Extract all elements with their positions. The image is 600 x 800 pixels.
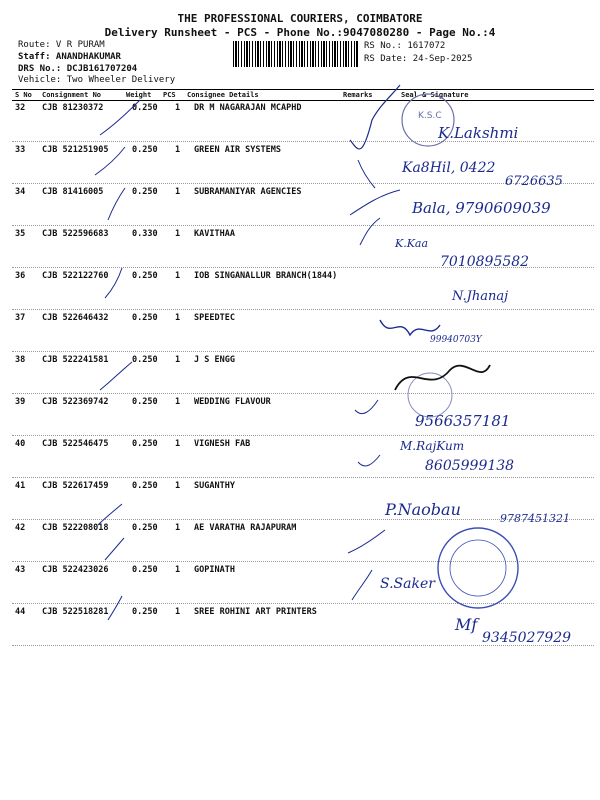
cell-consignment: CJB 522241581 — [42, 355, 109, 365]
cell-sno: 32 — [15, 103, 26, 113]
signature-35: K.Kaa — [395, 237, 429, 250]
cell-consignment: CJB 522518281 — [42, 607, 109, 617]
cell-sno: 39 — [15, 397, 26, 407]
cell-consignment: CJB 522122760 — [42, 271, 109, 281]
cell-consignment: CJB 522596683 — [42, 229, 109, 239]
cell-weight: 0.250 — [132, 607, 158, 617]
cell-weight: 0.330 — [132, 229, 158, 239]
cell-sno: 36 — [15, 271, 26, 281]
cell-consignee: GOPINATH — [194, 565, 235, 575]
cell-pcs: 1 — [175, 481, 181, 491]
phone-39: 9566357181 — [415, 412, 511, 430]
col-weight: Weight — [126, 91, 152, 99]
cell-pcs: 1 — [175, 229, 181, 239]
cell-consignee: J S ENGG — [194, 355, 235, 365]
cell-consignee: KAVITHAA — [194, 229, 235, 239]
cell-pcs: 1 — [175, 271, 181, 281]
table-row — [12, 310, 594, 352]
cell-weight: 0.250 — [132, 145, 158, 155]
cell-consignment: CJB 522646432 — [42, 313, 109, 323]
route-label: Route: V R PURAM — [18, 40, 105, 50]
cell-sno: 37 — [15, 313, 26, 323]
cell-pcs: 1 — [175, 607, 181, 617]
cell-consignment: CJB 81416005 — [42, 187, 104, 197]
cell-sno: 34 — [15, 187, 26, 197]
cell-sno: 41 — [15, 481, 26, 491]
cell-consignee: AE VARATHA RAJAPURAM — [194, 523, 297, 533]
table-row — [12, 226, 594, 268]
cell-consignment: CJB 522369742 — [42, 397, 109, 407]
cell-sno: 33 — [15, 145, 26, 155]
col-sno: S No — [15, 91, 32, 99]
col-consignee: Consignee Details — [187, 91, 259, 99]
signature-40: M.RajKum — [400, 439, 465, 453]
cell-sno: 38 — [15, 355, 26, 365]
signature-33: Ka8Hil, 0422 — [402, 160, 496, 176]
cell-consignment: CJB 522546475 — [42, 439, 109, 449]
table-row — [12, 562, 594, 604]
table-row — [12, 604, 594, 646]
cell-weight: 0.250 — [132, 355, 158, 365]
phone-35: 7010895582 — [440, 254, 530, 270]
cell-consignment: CJB 522617459 — [42, 481, 109, 491]
cell-weight: 0.250 — [132, 271, 158, 281]
cell-consignee: SUGANTHY — [194, 481, 235, 491]
cell-weight: 0.250 — [132, 439, 158, 449]
cell-sno: 40 — [15, 439, 26, 449]
cell-weight: 0.250 — [132, 103, 158, 113]
cell-sno: 42 — [15, 523, 26, 533]
cell-consignee: DR M NAGARAJAN MCAPHD — [194, 103, 302, 113]
cell-weight: 0.250 — [132, 397, 158, 407]
cell-weight: 0.250 — [132, 565, 158, 575]
table-row — [12, 142, 594, 184]
cell-consignee: GREEN AIR SYSTEMS — [194, 145, 281, 155]
cell-consignment: CJB 522423026 — [42, 565, 109, 575]
col-remarks: Remarks — [343, 91, 373, 99]
cell-pcs: 1 — [175, 355, 181, 365]
signature-32: K.Lakshmi — [438, 124, 519, 142]
staff-label: Staff: ANANDHAKUMAR — [18, 52, 121, 62]
cell-consignee: WEDDING FLAVOUR — [194, 397, 271, 407]
rs-date: RS Date: 24-Sep-2025 — [364, 54, 473, 64]
seal-top-text: K.S.C — [418, 111, 442, 121]
cell-sno: 44 — [15, 607, 26, 617]
signature-34: Bala, 9790609039 — [412, 199, 551, 217]
cell-consignment: CJB 522208018 — [42, 523, 109, 533]
cell-consignee: SUBRAMANIYAR AGENCIES — [194, 187, 302, 197]
cell-weight: 0.250 — [132, 481, 158, 491]
cell-weight: 0.250 — [132, 313, 158, 323]
signature-44: Mf — [455, 615, 478, 634]
table-row — [12, 352, 594, 394]
cell-consignee: SPEEDTEC — [194, 313, 235, 323]
cell-consignment: CJB 521251905 — [42, 145, 109, 155]
drs-label: DRS No.: DCJB161707204 — [18, 64, 138, 74]
cell-weight: 0.250 — [132, 187, 158, 197]
cell-pcs: 1 — [175, 187, 181, 197]
phone-41: 9787451321 — [500, 512, 570, 525]
phone-37: 99940703Y — [430, 335, 482, 345]
table-row — [12, 394, 594, 436]
barcode — [233, 41, 359, 67]
cell-pcs: 1 — [175, 565, 181, 575]
runsheet-subtitle: Delivery Runsheet - PCS - Phone No.:9047080280 - Page No.:4 — [104, 26, 496, 39]
phone-33: 6726635 — [505, 174, 563, 189]
phone-40: 8605999138 — [425, 458, 515, 474]
cell-consignee: IOB SINGANALLUR BRANCH(1844) — [194, 271, 338, 281]
cell-consignee: SREE ROHINI ART PRINTERS — [194, 607, 317, 617]
cell-pcs: 1 — [175, 103, 181, 113]
table-row — [12, 268, 594, 310]
vehicle-label: Vehicle: Two Wheeler Delivery — [18, 75, 176, 85]
cell-pcs: 1 — [175, 439, 181, 449]
company-title: THE PROFESSIONAL COURIERS, COIMBATORE — [177, 12, 423, 25]
signature-41: P.Naobau — [385, 500, 461, 519]
signature-36: N.Jhanaj — [452, 289, 509, 304]
col-pcs: PCS — [163, 91, 176, 99]
rs-number: RS No.: 1617072 — [364, 41, 446, 51]
cell-sno: 35 — [15, 229, 26, 239]
cell-pcs: 1 — [175, 397, 181, 407]
cell-consignment: CJB 81230372 — [42, 103, 104, 113]
cell-pcs: 1 — [175, 145, 181, 155]
cell-pcs: 1 — [175, 523, 181, 533]
table-row — [12, 184, 594, 226]
col-consignment: Consignment No — [42, 91, 102, 99]
col-seal: Seal & Signature — [401, 91, 469, 99]
table-row — [12, 436, 594, 478]
table-row — [12, 520, 594, 562]
cell-sno: 43 — [15, 565, 26, 575]
table-row — [12, 100, 594, 142]
cell-weight: 0.250 — [132, 523, 158, 533]
cell-pcs: 1 — [175, 313, 181, 323]
phone-44: 9345027929 — [482, 630, 572, 646]
table-row — [12, 478, 594, 520]
signature-43: S.Saker — [380, 576, 435, 592]
cell-consignee: VIGNESH FAB — [194, 439, 251, 449]
